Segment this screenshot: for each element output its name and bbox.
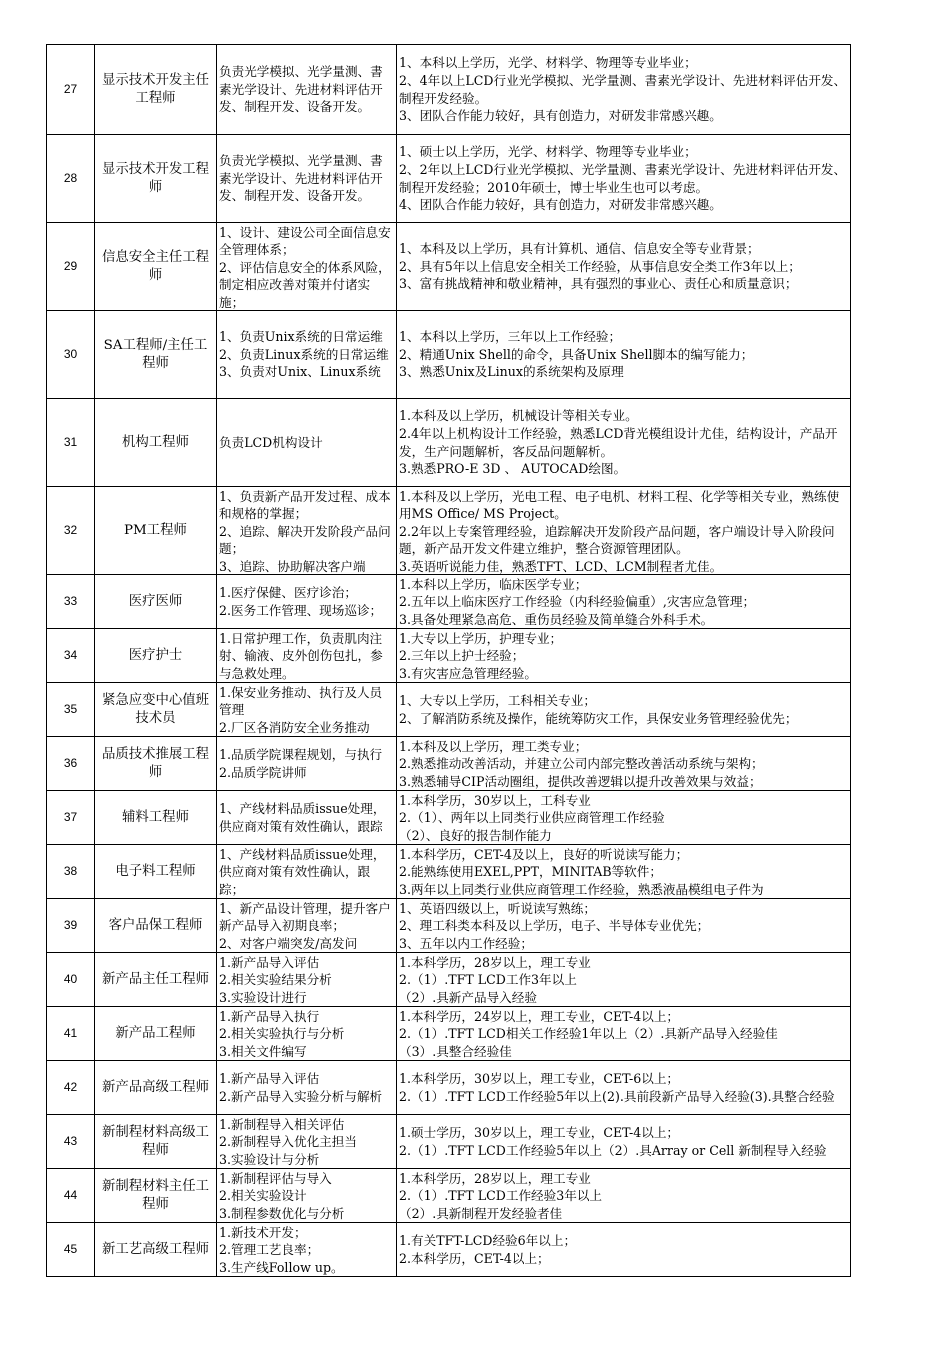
table-row bbox=[47, 737, 851, 791]
job-title: 辅料工程师 bbox=[95, 791, 217, 845]
row-number: 40 bbox=[47, 953, 95, 1007]
table-row bbox=[47, 1061, 851, 1115]
job-requirements: 1、本科以上学历，光学、材料学、物理等专业毕业； 2、4年以上LCD行业光学模拟、光学量测、書素光学设计、先进材料评估开发、制程开发经验。 3、团队合作能力较好，具有创造力，对研发非常感兴趣。 bbox=[397, 45, 851, 135]
row-number: 44 bbox=[47, 1169, 95, 1223]
job-title: 新产品高级工程师 bbox=[95, 1061, 217, 1115]
job-title: 医疗护士 bbox=[95, 629, 217, 683]
row-number: 39 bbox=[47, 899, 95, 953]
job-title: 显示技术开发工程师 bbox=[95, 135, 217, 223]
job-duties: 1、新产品设计管理，提升客户新产品导入初期良率； 2、对客户端突发/高发问 bbox=[217, 899, 397, 953]
job-duties: 1、负责Unix系统的日常运维 2、负责Linux系统的日常运维 3、负责对Unix、Linux系统 bbox=[217, 311, 397, 399]
table-row bbox=[47, 487, 851, 575]
job-requirements: 1、本科及以上学历，具有计算机、通信、信息安全等专业背景； 2、具有5年以上信息安全相关工作经验，从事信息安全类工作3年以上； 3、富有挑战精神和敬业精神，具有强烈的事业心、责任心和质量意识； bbox=[397, 223, 851, 311]
job-duties: 1.新制程导入相关评估 2.新制程导入优化主担当 3.实验设计与分析 bbox=[217, 1115, 397, 1169]
row-number: 31 bbox=[47, 399, 95, 487]
row-number: 28 bbox=[47, 135, 95, 223]
job-duties: 1.保安业务推动、执行及人员管理 2.厂区各消防安全业务推动 bbox=[217, 683, 397, 737]
job-requirements: 1.本科及以上学历，机械设计等相关专业。 2.4年以上机构设计工作经验，熟悉LCD背光模组设计尤佳，结构设计，产品开发，生产问题解析，客反品问题解析。 3.熟悉PRO-E 3D 、 AUTOCAD绘图。 bbox=[397, 399, 851, 487]
job-duties: 1.医疗保健、医疗诊治； 2.医务工作管理、现场巡诊； bbox=[217, 575, 397, 629]
job-title: 新制程材料高级工程师 bbox=[95, 1115, 217, 1169]
job-title: 品质技术推展工程师 bbox=[95, 737, 217, 791]
job-duties: 1、负责新产品开发过程、成本和规格的掌握； 2、追踪、解决开发阶段产品问题； 3、追踪、协助解决客户端 bbox=[217, 487, 397, 575]
table-row bbox=[47, 399, 851, 487]
job-requirements: 1.本科及以上学历，光电工程、电子电机、材料工程、化学等相关专业，熟练使用MS Office/ MS Project。 2.2年以上专案管理经验，追踪解决开发阶段产品问题，客户端设计导入阶段问题，新产品开发文件建立维护，整合资源管理团队。 3.英语听说能力佳，熟悉TFT、LCD、LCM制程者尤佳。 bbox=[397, 487, 851, 575]
table-row bbox=[47, 311, 851, 399]
row-number: 36 bbox=[47, 737, 95, 791]
job-requirements: 1.本科学历，28岁以上，理工专业 2.（1）.TFT LCD工作3年以上 （2）.具新产品导入经验 bbox=[397, 953, 851, 1007]
table-row bbox=[47, 845, 851, 899]
job-requirements: 1.本科学历，30岁以上，理工专业，CET-6以上； 2.（1）.TFT LCD工作经验5年以上(2).具前段新产品导入经验(3).具整合经验 bbox=[397, 1061, 851, 1115]
job-title: 新工艺高级工程师 bbox=[95, 1223, 217, 1277]
job-title: 显示技术开发主任工程师 bbox=[95, 45, 217, 135]
table-row bbox=[47, 899, 851, 953]
job-requirements: 1.本科以上学历，临床医学专业； 2.五年以上临床医疗工作经验（内科经验偏重）,灾害应急管理； 3.具备处理紧急高危、重伤员经验及简单缝合外科手术。 bbox=[397, 575, 851, 629]
row-number: 30 bbox=[47, 311, 95, 399]
job-title: SA工程师/主任工程师 bbox=[95, 311, 217, 399]
job-requirements: 1、英语四级以上，听说读写熟练； 2、理工科类本科及以上学历，电子、半导体专业优先； 3、五年以内工作经验； bbox=[397, 899, 851, 953]
job-duties: 1.日常护理工作，负责肌肉注射、输液、皮外创伤包扎，参与急救处理。 bbox=[217, 629, 397, 683]
table-body bbox=[47, 45, 851, 1277]
table-row bbox=[47, 45, 851, 135]
job-title: PM工程师 bbox=[95, 487, 217, 575]
row-number: 42 bbox=[47, 1061, 95, 1115]
job-requirements: 1、硕士以上学历，光学、材料学、物理等专业毕业； 2、2年以上LCD行业光学模拟、光学量测、書素光学设计、先进材料评估开发、制程开发经验；2010年硕士，博士毕业生也可以考虑。 4、团队合作能力较好，具有创造力，对研发非常感兴趣。 bbox=[397, 135, 851, 223]
job-duties: 1.新制程评估与导入 2.相关实验设计 3.制程参数优化与分析 bbox=[217, 1169, 397, 1223]
table-row bbox=[47, 1115, 851, 1169]
job-title: 新产品工程师 bbox=[95, 1007, 217, 1061]
job-duties: 1.新产品导入评估 2.新产品导入实验分析与解析 bbox=[217, 1061, 397, 1115]
row-number: 33 bbox=[47, 575, 95, 629]
job-duties: 1、产线材料品质issue处理，供应商对策有效性确认，跟踪； bbox=[217, 845, 397, 899]
job-duties: 1、设计、建设公司全面信息安全管理体系； 2、评估信息安全的体系风险，制定相应改善对策并付诸实施； bbox=[217, 223, 397, 311]
job-requirements-table bbox=[46, 44, 851, 1277]
job-duties: 1.新技术开发； 2.管理工艺良率； 3.生产线Follow up。 bbox=[217, 1223, 397, 1277]
job-requirements: 1.本科及以上学历，理工类专业； 2.熟悉推动改善活动，并建立公司内部完整改善活动系统与架构； 3.熟悉辅导CIP活动圈组，提供改善逻辑以提升改善效果与效益； bbox=[397, 737, 851, 791]
table-row bbox=[47, 683, 851, 737]
job-requirements: 1.本科学历，30岁以上，工科专业 2.（1）、两年以上同类行业供应商管理工作经验 （2）、良好的报告制作能力 bbox=[397, 791, 851, 845]
table-row bbox=[47, 629, 851, 683]
job-duties: 1.品质学院课程规划，与执行 2.品质学院讲师 bbox=[217, 737, 397, 791]
row-number: 34 bbox=[47, 629, 95, 683]
row-number: 35 bbox=[47, 683, 95, 737]
job-requirements: 1、本科以上学历，三年以上工作经验； 2、精通Unix Shell的命令，具备Unix Shell脚本的编写能力； 3、熟悉Unix及Linux的系统架构及原理 bbox=[397, 311, 851, 399]
job-duties: 负责光学模拟、光学量测、書素光学设计、先进材料评估开发、制程开发、设备开发。 bbox=[217, 135, 397, 223]
job-title: 新产品主任工程师 bbox=[95, 953, 217, 1007]
job-requirements: 1.本科学历，CET-4及以上，良好的听说读写能力； 2.能熟练使用EXEL,PPT，MINITAB等软件； 3.两年以上同类行业供应商管理工作经验，熟悉液晶模组电子件为 bbox=[397, 845, 851, 899]
job-duties: 负责光学模拟、光学量测、書素光学设计、先进材料评估开发、制程开发、设备开发。 bbox=[217, 45, 397, 135]
row-number: 37 bbox=[47, 791, 95, 845]
job-requirements: 1.大专以上学历，护理专业； 2.三年以上护士经验； 3.有灾害应急管理经验。 bbox=[397, 629, 851, 683]
job-requirements: 1.硕士学历，30岁以上，理工专业，CET-4以上； 2.（1）.TFT LCD工作经验5年以上（2）.具Array or Cell 新制程导入经验 bbox=[397, 1115, 851, 1169]
row-number: 41 bbox=[47, 1007, 95, 1061]
job-title: 医疗医师 bbox=[95, 575, 217, 629]
job-title: 新制程材料主任工程师 bbox=[95, 1169, 217, 1223]
job-title: 电子料工程师 bbox=[95, 845, 217, 899]
row-number: 27 bbox=[47, 45, 95, 135]
job-requirements: 1、大专以上学历，工科相关专业； 2、了解消防系统及操作，能统筹防灾工作，具保安业务管理经验优先； bbox=[397, 683, 851, 737]
job-requirements: 1.有关TFT-LCD经验6年以上； 2.本科学历，CET-4以上； bbox=[397, 1223, 851, 1277]
job-duties: 1.新产品导入执行 2.相关实验执行与分析 3.相关文件编写 bbox=[217, 1007, 397, 1061]
job-title: 客户品保工程师 bbox=[95, 899, 217, 953]
row-number: 43 bbox=[47, 1115, 95, 1169]
job-title: 机构工程师 bbox=[95, 399, 217, 487]
row-number: 45 bbox=[47, 1223, 95, 1277]
table-row bbox=[47, 135, 851, 223]
table-row bbox=[47, 223, 851, 311]
table-row bbox=[47, 1169, 851, 1223]
job-requirements: 1.本科学历，28岁以上，理工专业 2.（1）.TFT LCD工作经验3年以上 （2）.具新制程开发经验者佳 bbox=[397, 1169, 851, 1223]
job-duties: 负责LCD机构设计 bbox=[217, 399, 397, 487]
table-row bbox=[47, 1007, 851, 1061]
row-number: 32 bbox=[47, 487, 95, 575]
job-duties: 1.新产品导入评估 2.相关实验结果分析 3.实验设计进行 bbox=[217, 953, 397, 1007]
table-row bbox=[47, 791, 851, 845]
job-title: 信息安全主任工程师 bbox=[95, 223, 217, 311]
job-duties: 1、产线材料品质issue处理，供应商对策有效性确认，跟踪 bbox=[217, 791, 397, 845]
row-number: 38 bbox=[47, 845, 95, 899]
table-row bbox=[47, 575, 851, 629]
job-title: 紧急应变中心值班技术员 bbox=[95, 683, 217, 737]
row-number: 29 bbox=[47, 223, 95, 311]
table-row bbox=[47, 953, 851, 1007]
table-row bbox=[47, 1223, 851, 1277]
job-requirements: 1.本科学历，24岁以上，理工专业，CET-4以上； 2.（1）.TFT LCD相关工作经验1年以上（2）.具新产品导入经验佳 （3）.具整合经验佳 bbox=[397, 1007, 851, 1061]
